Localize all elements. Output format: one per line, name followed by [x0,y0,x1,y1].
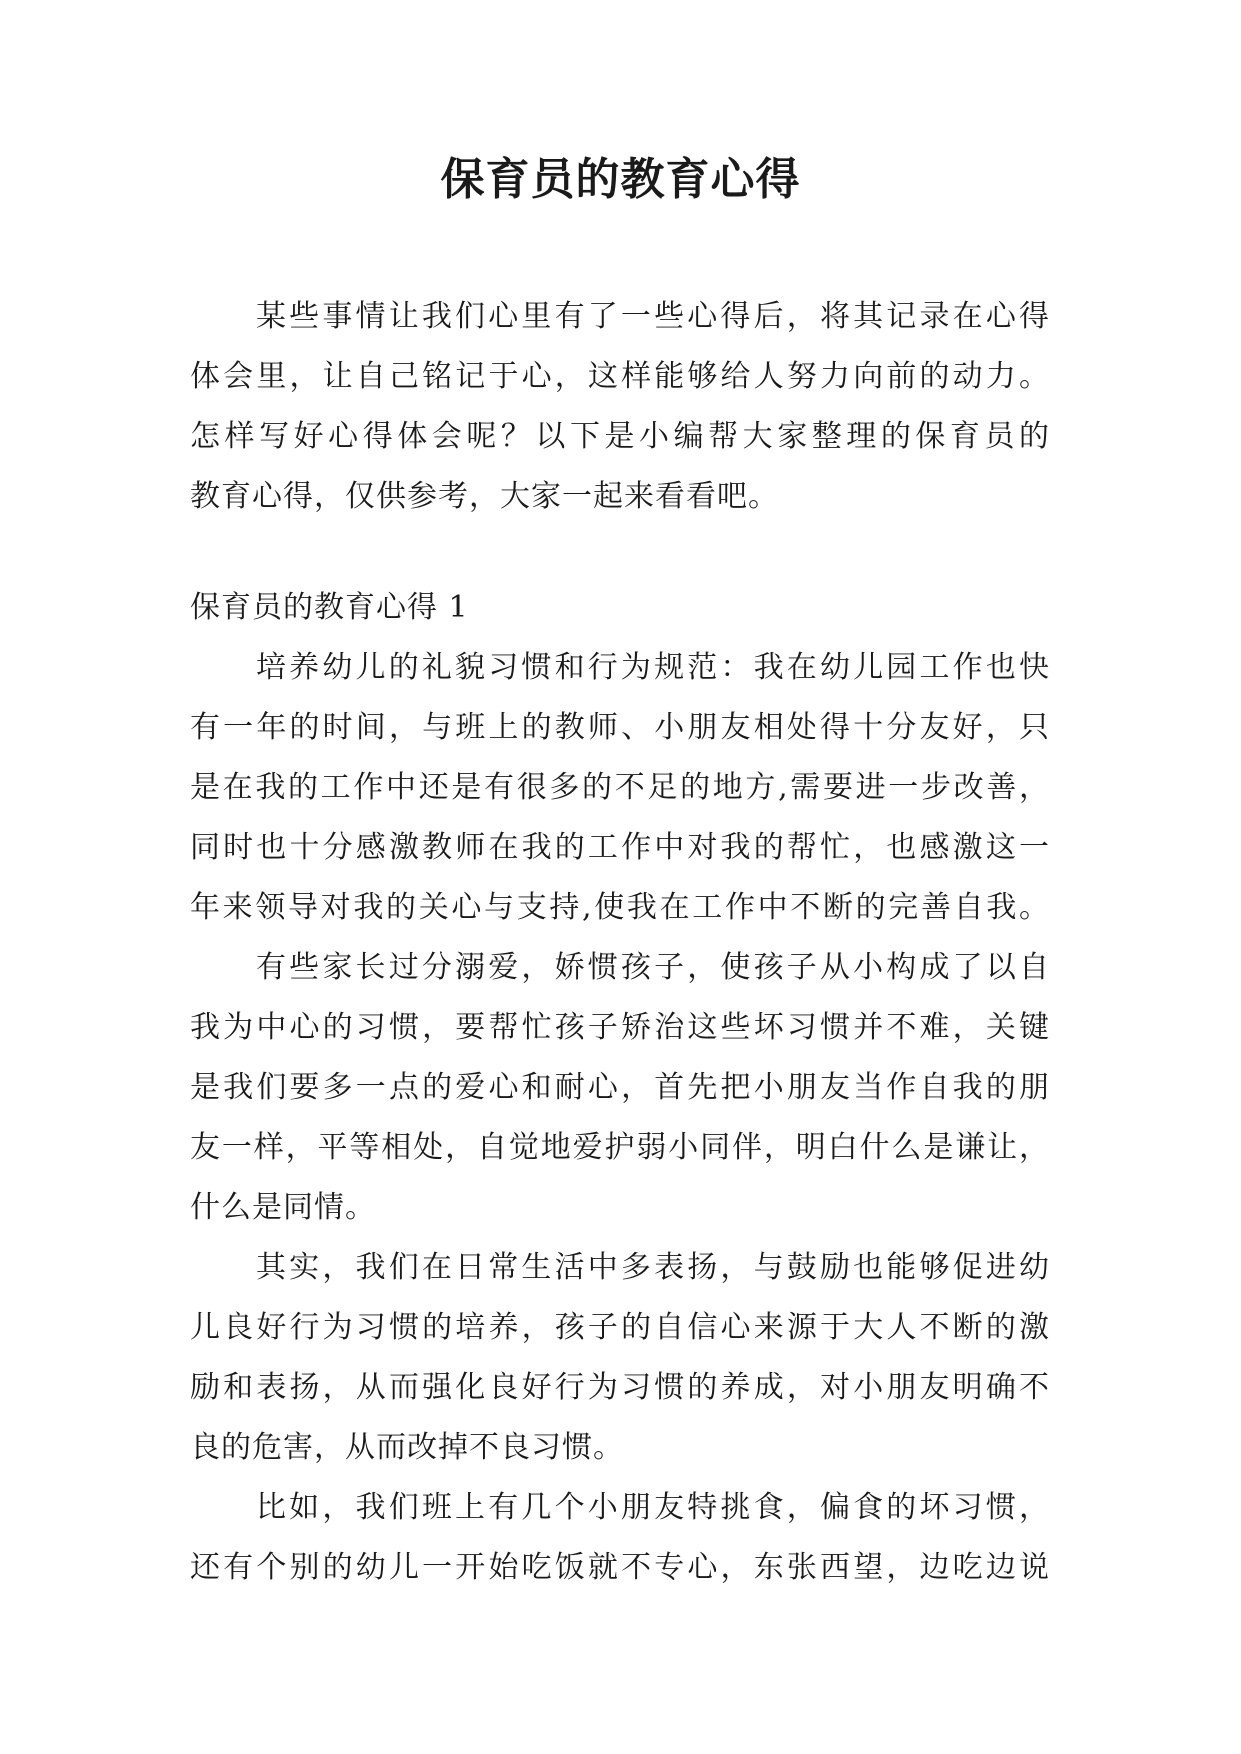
intro-paragraph [190,287,1050,527]
intro-line: 体会里，让自己铭记于心，这样能够给人努力向前的动力。 [190,359,1050,394]
paragraph-line: 友一样，平等相处，自觉地爱护弱小同伴，明白什么是谦让， [190,1130,1050,1165]
paragraph-line: 是在我的工作中还是有很多的不足的地方,需要进一步改善， [190,770,1050,805]
paragraph-line: 其实，我们在日常生活中多表扬，与鼓励也能够促进幼 [256,1250,1050,1285]
paragraph-line: 有些家长过分溺爱，娇惯孩子，使孩子从小构成了以自 [256,950,1050,985]
intro-line: 怎样写好心得体会呢？以下是小编帮大家整理的保育员的 [190,419,1050,454]
paragraph-line: 培养幼儿的礼貌习惯和行为规范：我在幼儿园工作也快 [256,650,1050,685]
paragraph-3 [190,1238,1050,1478]
paragraph-1 [190,638,1050,938]
section-1 [190,578,1050,1598]
paragraph-line: 同时也十分感激教师在我的工作中对我的帮忙，也感激这一 [190,830,1050,865]
paragraph-line: 是我们要多一点的爱心和耐心，首先把小朋友当作自我的朋 [190,1070,1050,1105]
paragraph-line: 励和表扬，从而强化良好行为习惯的养成，对小朋友明确不 [190,1370,1050,1405]
paragraph-line: 良的危害，从而改掉不良习惯。 [190,1430,624,1465]
paragraph-line: 比如，我们班上有几个小朋友特挑食，偏食的坏习惯， [256,1490,1050,1525]
paragraph-line: 年来领导对我的关心与支持,使我在工作中不断的完善自我。 [190,890,1050,925]
paragraph-line: 什么是同情。 [190,1190,376,1225]
paragraph-2 [190,938,1050,1238]
paragraph-line: 还有个别的幼儿一开始吃饭就不专心，东张西望，边吃边说 [190,1550,1050,1585]
paragraph-line: 我为中心的习惯，要帮忙孩子矫治这些坏习惯并不难，关键 [190,1010,1050,1045]
intro-line: 某些事情让我们心里有了一些心得后，将其记录在心得 [256,299,1050,334]
paragraph-line: 儿良好行为习惯的培养，孩子的自信心来源于大人不断的激 [190,1310,1050,1345]
paragraph-line: 有一年的时间，与班上的教师、小朋友相处得十分友好，只 [190,710,1050,745]
document-title: 保育员的教育心得 [440,154,801,205]
paragraph-4 [190,1478,1050,1598]
intro-line: 教育心得，仅供参考，大家一起来看看吧。 [190,479,779,514]
section-heading: 保育员的教育心得 1 [190,590,469,625]
